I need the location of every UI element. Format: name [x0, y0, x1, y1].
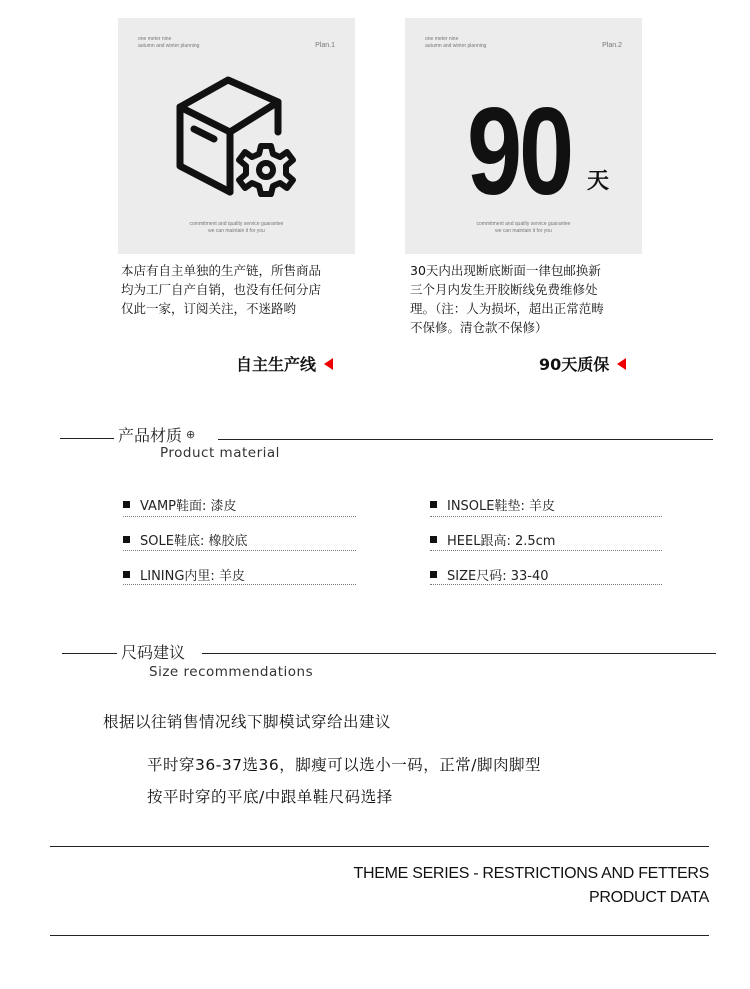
description-line: 不保修。清仓款不保修）: [410, 320, 548, 335]
spec-item: [123, 495, 237, 514]
dotted-divider: [430, 550, 662, 551]
size-advice-line: 按平时穿的平底/中跟单鞋尺码选择: [147, 788, 393, 806]
divider: [202, 653, 716, 654]
theme-line: PRODUCT DATA: [589, 889, 709, 906]
section-title-text: 产品材质: [114, 423, 186, 446]
divider: [62, 653, 117, 654]
card-footer: [118, 221, 355, 235]
theme-series: [249, 865, 709, 907]
description-line: 仅此一家，订阅关注，不迷路哟: [121, 301, 297, 316]
description-line: 30天内出现断底断面一律包邮换新: [410, 263, 601, 278]
size-intro: 根据以往销售情况线下脚模试穿给出建议: [103, 713, 392, 731]
spec-text: HEEL跟高: 2.5cm: [447, 534, 556, 549]
spec-text: LINING内里: 羊皮: [140, 569, 245, 584]
caption-text: 90天质保: [539, 355, 610, 374]
footer-line-2: we can maintain it for you: [208, 228, 265, 234]
divider: [50, 846, 709, 847]
spec-text: INSOLE鞋垫: 羊皮: [447, 499, 556, 514]
square-bullet-icon: [430, 501, 437, 508]
size-advice-line: 平时穿36-37选36，脚瘦可以选小一码，正常/脚肉脚型: [147, 756, 541, 774]
section-title-size: 尺码建议: [117, 640, 189, 663]
big-number: 90: [467, 83, 571, 221]
tagline-line-2: autumn and winter planning: [425, 43, 487, 49]
tagline-line-2: autumn and winter planning: [138, 43, 200, 49]
square-bullet-icon: [123, 501, 130, 508]
description-line: 本店有自主单独的生产链，所售商品: [121, 263, 322, 278]
section-subtitle: Product material: [160, 445, 280, 461]
footer-line-2: we can maintain it for you: [495, 228, 552, 234]
dotted-divider: [123, 584, 356, 585]
spec-item: [430, 495, 555, 514]
plus-circle-icon: ⊕: [186, 428, 196, 441]
tagline-line-1: one meter nine: [138, 36, 172, 42]
red-triangle-icon: [617, 358, 626, 370]
spec-item: [430, 530, 555, 549]
plan-card-2: [405, 18, 642, 254]
card-tagline: [425, 36, 486, 50]
caption-text: 自主生产线: [236, 355, 317, 374]
plan-label: Plan.1: [315, 42, 335, 49]
theme-line: THEME SERIES - RESTRICTIONS AND FETTERS: [353, 865, 709, 882]
card-tagline: [138, 36, 199, 50]
card-description: [121, 261, 361, 318]
description-line: 理。（注：人为损坏，超出正常范畴: [410, 301, 604, 316]
dotted-divider: [430, 584, 662, 585]
footer-line-1: commitment and quality service guarantee: [189, 221, 284, 227]
dotted-divider: [123, 516, 356, 517]
divider: [218, 439, 713, 440]
square-bullet-icon: [430, 571, 437, 578]
spec-text: SOLE鞋底: 橡胶底: [140, 534, 248, 549]
plan-label: Plan.2: [602, 42, 622, 49]
card-description: [410, 261, 655, 337]
box-gear-icon: [170, 74, 300, 199]
square-bullet-icon: [123, 536, 130, 543]
section-subtitle: Size recommendations: [149, 664, 314, 680]
description-line: 三个月内发生开胶断线免费维修处: [410, 282, 598, 297]
divider: [50, 935, 709, 936]
spec-text: SIZE尺码: 33-40: [447, 569, 549, 584]
divider: [60, 438, 114, 439]
spec-item: [123, 565, 245, 584]
dotted-divider: [430, 516, 662, 517]
spec-item: [430, 565, 549, 584]
dotted-divider: [123, 550, 356, 551]
tagline-line-1: one meter nine: [425, 36, 459, 42]
footer-line-1: commitment and quality service guarantee: [476, 221, 571, 227]
card-footer: [405, 221, 642, 235]
spec-item: [123, 530, 247, 549]
square-bullet-icon: [430, 536, 437, 543]
square-bullet-icon: [123, 571, 130, 578]
description-line: 均为工厂自产自销，也没有任何分店: [121, 282, 322, 297]
red-triangle-icon: [324, 358, 333, 370]
card-caption: [236, 352, 333, 375]
card-caption: [539, 352, 626, 375]
plan-card-1: [118, 18, 355, 254]
section-title-material: [114, 423, 201, 446]
spec-text: VAMP鞋面: 漆皮: [140, 499, 237, 514]
big-unit: 天: [587, 169, 610, 194]
